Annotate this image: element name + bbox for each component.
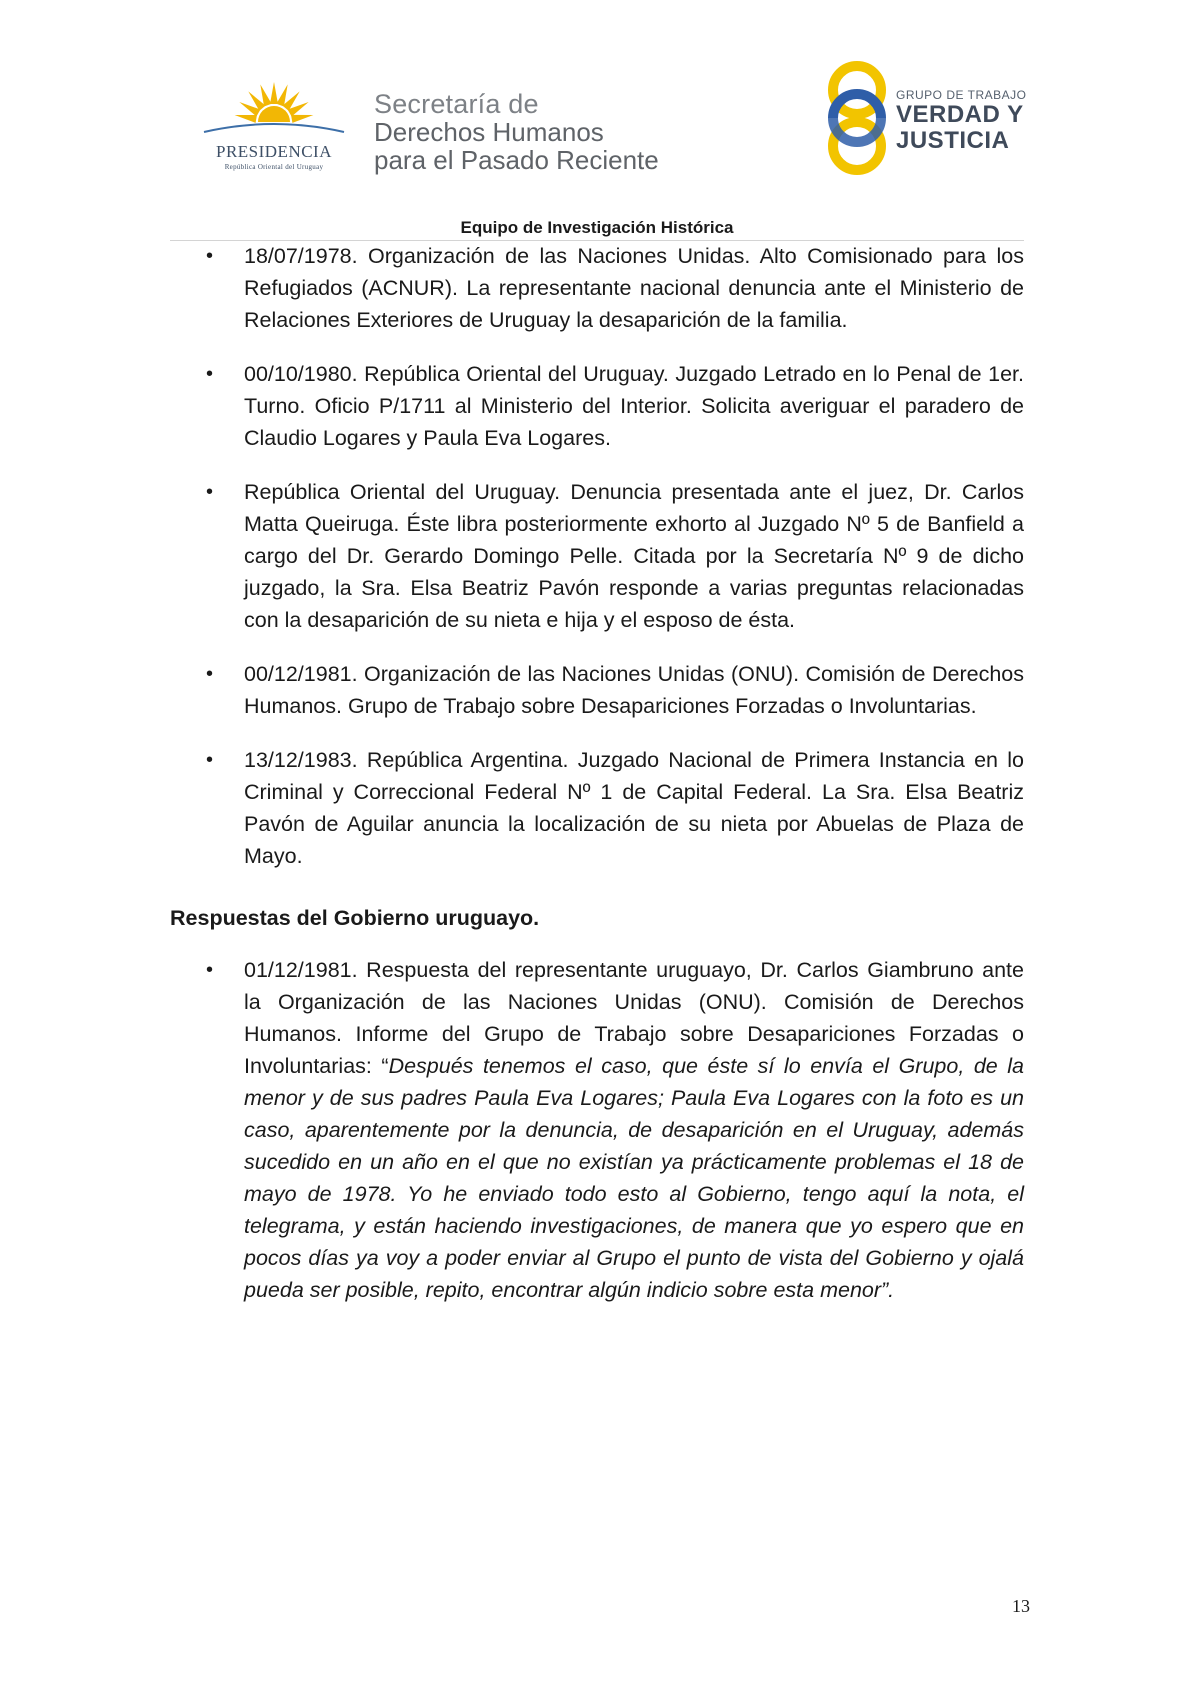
vj-line-1: VERDAD Y	[896, 101, 1024, 128]
bullet-icon: •	[206, 749, 214, 771]
secretaria-line-3: para el Pasado Reciente	[374, 145, 659, 175]
section-title: Respuestas del Gobierno uruguayo.	[170, 906, 540, 930]
list-item-text: 18/07/1978. Organización de las Naciones Unidas. Alto Comisionado para los Refugiados (ACNUR). La representante nacional denuncia ante el Ministerio de Relaciones Exteriores de Uruguay la desaparición de la familia.	[244, 244, 1024, 332]
presidencia-label: PRESIDENCIA	[215, 142, 332, 161]
list-item-text: 01/12/1981. Respuesta del representante uruguayo, Dr. Carlos Giambruno ante la Organización de las Naciones Unidas (ONU). Comisión de Derechos Humanos. Informe del Grupo de Trabajo sobre Desapariciones Forzadas o Involuntarias: “	[244, 958, 1024, 1078]
secretaria-line-2: Derechos Humanos	[374, 117, 604, 147]
vj-group-label: GRUPO DE TRABAJO	[896, 88, 1027, 102]
verdad-justicia-logo-icon	[822, 58, 892, 178]
page-number: 13	[1012, 1596, 1030, 1616]
bullet-icon: •	[206, 959, 214, 981]
responses-list	[170, 954, 1024, 1306]
list-item	[170, 476, 1024, 636]
list-item	[170, 240, 1024, 336]
list-item-text: República Oriental del Uruguay. Denuncia presentada ante el juez, Dr. Carlos Matta Queiruga. Éste libra posteriormente exhorto al Juzgado Nº 5 de Banfield a cargo del Dr. Gerardo Domingo Pelle. Citada por la Secretaría Nº 9 de dicho juzgado, la Sra. Elsa Beatriz Pavón responde a varias preguntas relacionadas con la desaparición de su nieta e hija y el esposo de ésta.	[244, 480, 1024, 632]
equipo-heading: Equipo de Investigación Histórica	[460, 218, 734, 237]
list-item	[170, 658, 1024, 722]
list-item	[170, 744, 1024, 872]
events-list	[170, 240, 1024, 872]
bullet-icon: •	[206, 481, 214, 503]
list-item-text: 13/12/1983. República Argentina. Juzgado Nacional de Primera Instancia en lo Criminal y Correccional Federal Nº 1 de Capital Federal. La Sra. Elsa Beatriz Pavón de Aguilar anuncia la localización de su nieta por Abuelas de Plaza de Mayo.	[244, 748, 1024, 868]
bullet-icon: •	[206, 363, 214, 385]
secretaria-line-1: Secretaría de	[374, 89, 539, 119]
bullet-icon: •	[206, 245, 214, 267]
list-item-text: 00/10/1980. República Oriental del Uruguay. Juzgado Letrado en lo Penal de 1er. Turno. Oficio P/1711 al Ministerio del Interior. Solicita averiguar el paradero de Claudio Logares y Paula Eva Logares.	[244, 362, 1024, 450]
list-item	[170, 954, 1024, 1306]
vj-line-2: JUSTICIA	[896, 127, 1010, 154]
list-item	[170, 358, 1024, 454]
list-item-quote: Después tenemos el caso, que éste sí lo envía el Grupo, de la menor y de sus padres Paula Eva Logares; Paula Eva Logares con la foto es un caso, aparentemente por la denuncia, de desaparición en el Uruguay, además sucedido en un año en el que no existían ya prácticamente problemas el 18 de mayo de 1978. Yo he enviado todo esto al Gobierno, tengo aquí la nota, el telegrama, y están haciendo investigaciones, de manera que yo espero que en pocos días ya voy a poder enviar al Grupo el punto de vista del Gobierno y ojalá pueda ser posible, repito, encontrar algún indicio sobre esta menor”.	[244, 1054, 1025, 1302]
bullet-icon: •	[206, 663, 214, 685]
list-item-text: 00/12/1981. Organización de las Naciones Unidas (ONU). Comisión de Derechos Humanos. Grupo de Trabajo sobre Desapariciones Forzadas o Involuntarias.	[244, 662, 1024, 718]
verdad-justicia-text	[896, 88, 1056, 154]
presidencia-subtitle: República Oriental del Uruguay	[224, 163, 324, 171]
secretaria-title	[374, 90, 714, 174]
document-body	[170, 240, 1024, 1328]
page-header	[0, 0, 1191, 240]
